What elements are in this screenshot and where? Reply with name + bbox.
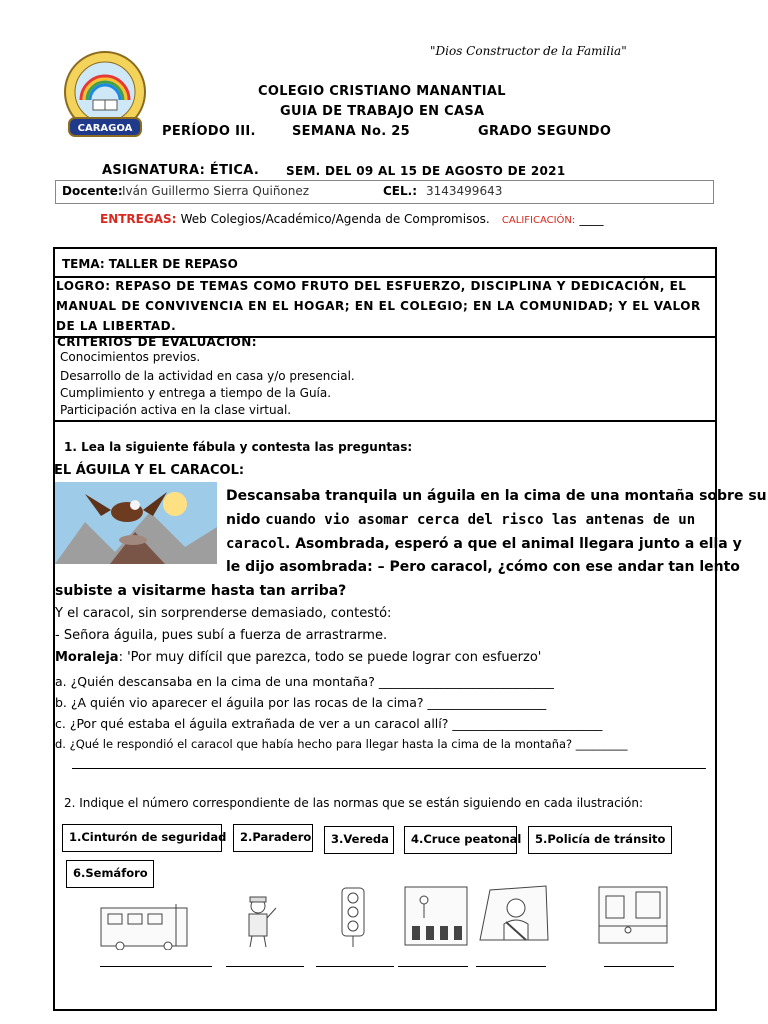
option-crosswalk: 4.Cruce peatonal [404,826,517,854]
option-traffic-police: 5.Policía de tránsito [528,826,672,854]
topic: TEMA: TALLER DE REPASO [62,257,238,271]
question-a: a. ¿Quién descansaba en la cima de una montaña? ____________________________ [55,674,554,689]
criteria-title: CRITERIOS DE EVALUACION: [57,335,258,349]
q2-instruction: 2. Indique el número correspondiente de las normas que se están siguiendo en cada ilustración: [64,796,644,810]
question-d: d. ¿Qué le respondió el caracol que había hecho para llegar hasta la cima de la montaña? _________ [55,737,628,751]
grade: GRADO SEGUNDO [478,124,612,139]
answer-blank [316,966,394,967]
fable-line: - Señora águila, pues subí a fuerza de arrastrarme. [55,628,388,643]
divider [53,420,717,422]
criteria-item: Participación activa en la clase virtual. [60,403,292,417]
delivery-label: ENTREGAS: [100,212,177,226]
guide-title: GUIA DE TRABAJO EN CASA [280,104,485,119]
school-logo [55,48,155,144]
question-b: b. ¿A quién vio aparecer el águila por las rocas de la cima? ___________________ [55,695,547,710]
eagle-illustration [55,482,217,564]
sidewalk-illustration [598,886,668,944]
grade-blank: ____ [579,212,604,226]
fable-fragment: . Asombrada, esperó a que el animal llegara junto a ella y [285,536,742,552]
seatbelt-illustration [476,880,552,946]
cel-label: CEL.: [383,184,418,198]
fable-line [226,536,742,552]
fable-line: le dijo asombrada: – Pero caracol, ¿cómo con ese andar tan lento [226,559,740,575]
criteria-item: Cumplimiento y entrega a tiempo de la Guía. [60,386,332,400]
moral-label: Moraleja [55,650,119,665]
school-name: COLEGIO CRISTIANO MANANTIAL [258,84,506,99]
answer-blank [476,966,546,967]
police-illustration [240,894,280,948]
teacher-label: Docente: [62,184,123,198]
motto: "Dios Constructor de la Familia" [430,44,627,58]
fable-title: EL ÁGUILA Y EL CARACOL: [54,463,245,478]
moral-text: : 'Por muy difícil que parezca, todo se puede lograr con esfuerzo' [118,650,542,665]
question-c: c. ¿Por qué estaba el águila extrañada de ver a un caracol allí? ________________________ [55,716,603,731]
teacher-box [55,180,714,204]
week-dates: SEM. DEL 09 AL 15 DE AGOSTO DE 2021 [286,164,566,178]
subject: ASIGNATURA: ÉTICA. [102,163,260,178]
option-traffic-light: 6.Semáforo [66,860,154,888]
fable-emphasis: cuando vio asomar cerca del risco las antenas de un [265,512,696,528]
fable-line: Descansaba tranquila un águila en la cima de una montaña sobre su [226,488,767,504]
delivery-text: Web Colegios/Académico/Agenda de Compromisos. [180,212,490,226]
fable-line: subiste a visitarme hasta tan arriba? [55,583,347,599]
option-sidewalk: 3.Vereda [324,826,394,854]
achievement: LOGRO: REPASO DE TEMAS COMO FRUTO DEL ESFUERZO, DISCIPLINA Y DEDICACIÓN, EL MANUAL DE CONVIVENCIA EN EL HOGAR; EN EL COLEGIO; EN LA COMUNIDAD; Y EL VALOR DE LA LIBERTAD. [56,279,701,333]
bus-stop-illustration [100,900,188,950]
moral [55,650,541,665]
option-seatbelt: 1.Cinturón de seguridad [62,824,222,852]
fable-line: Y el caracol, sin sorprenderse demasiado, contestó: [55,606,392,621]
criteria-item: Conocimientos previos. [60,350,201,364]
teacher-name: Iván Guillermo Sierra Quiñonez [122,184,310,198]
fable-line [226,512,695,528]
option-bus-stop: 2.Paradero [233,824,313,852]
answer-blank [226,966,304,967]
criteria-item: Desarrollo de la actividad en casa y/o presencial. [60,369,355,383]
answer-line [72,768,706,769]
fable-emphasis: caracol [226,536,286,552]
traffic-light-illustration [330,886,376,948]
period: PERÍODO III. [162,124,256,139]
answer-blank [604,966,674,967]
logo-bottom-text: CARAGOA [77,123,133,134]
delivery-line [100,212,603,226]
answer-blank [398,966,468,967]
cel-number: 3143499643 [426,184,503,198]
crosswalk-illustration [404,886,468,946]
answer-blank [100,966,212,967]
grade-label: CALIFICACIÓN: [501,215,576,226]
fable-fragment: nido [226,512,266,528]
q1-instruction: 1. Lea la siguiente fábula y contesta las preguntas: [64,440,413,454]
week: SEMANA No. 25 [292,124,410,139]
